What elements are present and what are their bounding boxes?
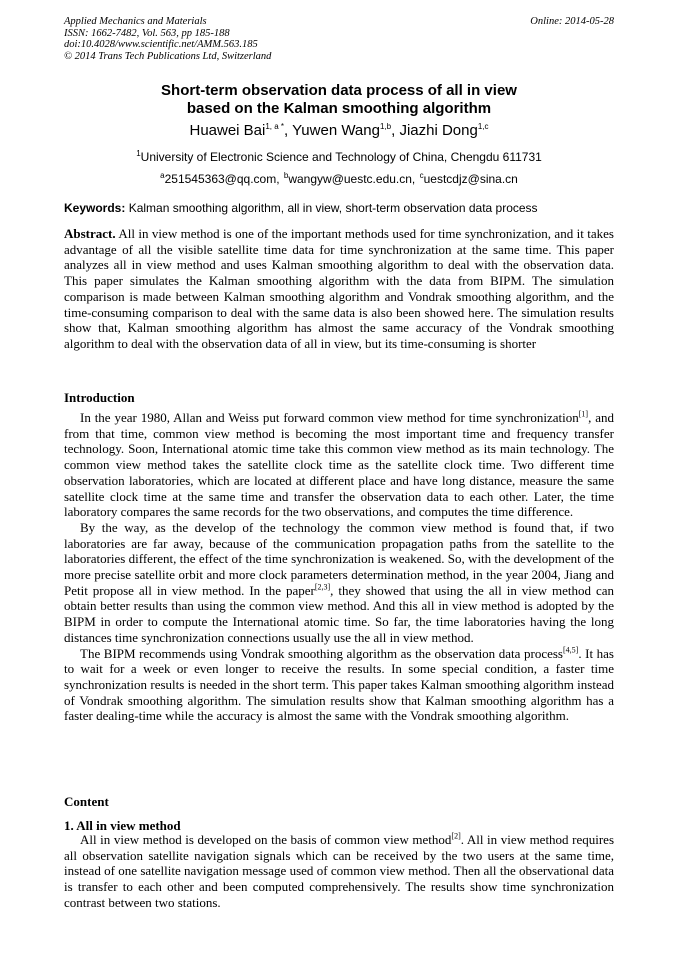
email-address[interactable]: uestcdjz@sina.cn	[423, 172, 518, 186]
paragraph-text: In the year 1980, Allan and Weiss put forward common view method for time synchronization	[80, 410, 579, 425]
paragraph-text: All in view method is developed on the basis of common view method	[80, 832, 452, 847]
keywords-label: Keywords:	[64, 201, 126, 215]
email-sup: a	[160, 171, 165, 180]
abstract-text: All in view method is one of the important methods used for time synchronization, and it takes advantage of all the visible satellite time data for time synchronization at the same time. This paper analyzes all in view method and uses Kalman smoothing algorithm to deal with the observation data. This paper simulates the Kalman smoothing algorithm with the data from BIPM. The simulation comparison is made between Kalman smoothing algorithm and Vondrak smoothing algorithm, and the time-consuming comparison to deal with the same data is also been showed here. The simulation results show that, Kalman smoothing algorithm has almost the same accuracy of the Vondrak smoothing algorithm to deal with the observation data of all in view, but its time-consuming is shorter	[64, 226, 614, 351]
email-list	[0, 172, 678, 186]
citation-ref: [1]	[578, 409, 589, 419]
author-affil-sup: 1,b	[379, 122, 392, 131]
title-line-1: Short-term observation data process of all in view	[161, 82, 517, 99]
keywords	[64, 201, 616, 215]
online-date: Online: 2014-05-28	[530, 16, 614, 27]
paper-title	[0, 82, 678, 118]
affiliation-sup: 1	[136, 149, 141, 158]
journal-copyright: © 2014 Trans Tech Publications Ltd, Switzerland	[64, 50, 272, 62]
journal-issn: ISSN: 1662-7482, Vol. 563, pp 185-188	[64, 27, 230, 39]
author-name: Huawei Bai	[189, 122, 266, 139]
citation-ref: [4,5]	[562, 645, 579, 655]
email-sup: b	[283, 171, 289, 180]
abstract	[64, 226, 614, 352]
journal-doi: doi:10.4028/www.scientific.net/AMM.563.185	[64, 39, 258, 50]
email-sup: c	[419, 171, 424, 180]
author-name: Jiazhi Dong	[399, 122, 478, 139]
introduction-body	[64, 410, 614, 724]
citation-ref: [2]	[451, 831, 461, 841]
keywords-text: Kalman smoothing algorithm, all in view, short-term observation data process	[128, 201, 538, 215]
paragraph-text: The BIPM recommends using Vondrak smoothing algorithm as the observation data process	[80, 645, 563, 661]
journal-header	[64, 16, 271, 62]
paragraph-text: , and from that time, common view method is becoming the most important time and frequency transfer technology. Soon, International atomic time take this common view method as its main technology. The common view method takes the satellite clock time as the satellite clock time. Two different time observation laboratories, which are located at different place and have long distance, measure the same satellite clock time at the same time and transfer the observation data to each other. Later, the time laboratory compares the same records for the two observations, and computes the time difference.	[64, 410, 614, 520]
abstract-label: Abstract.	[64, 226, 116, 241]
intro-paragraph-3	[64, 646, 614, 725]
author-list: Huawei Bai$^{1, a *}$, Yuwen Wang$^{1,b}$, Jiazhi Dong$^{1,c}$	[189, 122, 489, 139]
affiliation	[0, 150, 678, 164]
section-1-body	[64, 832, 614, 911]
journal-name: Applied Mechanics and Materials	[64, 16, 207, 27]
citation-ref: [2,3]	[314, 582, 331, 592]
section-1-paragraph	[64, 832, 614, 911]
author-affil-sup: 1,c	[477, 122, 489, 131]
intro-paragraph-2	[64, 520, 614, 646]
title-line-2: based on the Kalman smoothing algorithm	[186, 100, 492, 117]
affiliation-text: University of Electronic Science and Technology of China, Chengdu 611731	[140, 150, 542, 164]
paragraph-text: By the way, as the develop of the technology the common view method is found that, if two laboratories are far away, because of the communication propagation paths from the satellite to the laboratories different, the effect of the time synchronization is weakened. So, with the development of the more precise satellite orbit and more clock parameters determination method, in the year 2004, Jiang and Petit propose all in view method. In the paper	[64, 519, 614, 598]
intro-paragraph-1	[64, 410, 614, 520]
paragraph-text: , they showed that using the all in view method can obtain better results than using the common view method. And this all in view method is adopted by the BIPM in order to compute the International atomic time. So far, the time laboratories having the long distances time synchronization connections usually use the all in view method.	[64, 582, 614, 645]
content-heading: Content	[64, 794, 109, 809]
email-address[interactable]: wangyw@uestc.edu.cn,	[288, 172, 416, 186]
author-affil-sup: 1, a *	[265, 122, 285, 131]
paragraph-text: . All in view method requires all observation satellite navigation signals which can be received by the two users at the same time, instead of one satellite navigation message used of common view method. Then all the observational data is transfer to each other and been computed comprehensively. The results show time synchronization contrast between two stations.	[64, 832, 614, 910]
section-1-heading: 1. All in view method	[64, 818, 181, 833]
introduction-heading: Introduction	[64, 390, 135, 405]
author-name: Yuwen Wang	[292, 122, 380, 139]
paragraph-text: . It has to wait for a week or even longer to receive the results. In some special condition, a faster time synchronization results is needed in the short term. This paper takes Kalman smoothing algorithm instead of Vondrak smoothing algorithm. The simulation results show that Kalman smoothing algorithm has a faster dealing-time while the accuracy is almost the same with the Vondrak smoothing algorithm.	[64, 645, 614, 724]
email-address[interactable]: 251545363@qq.com,	[164, 172, 280, 186]
